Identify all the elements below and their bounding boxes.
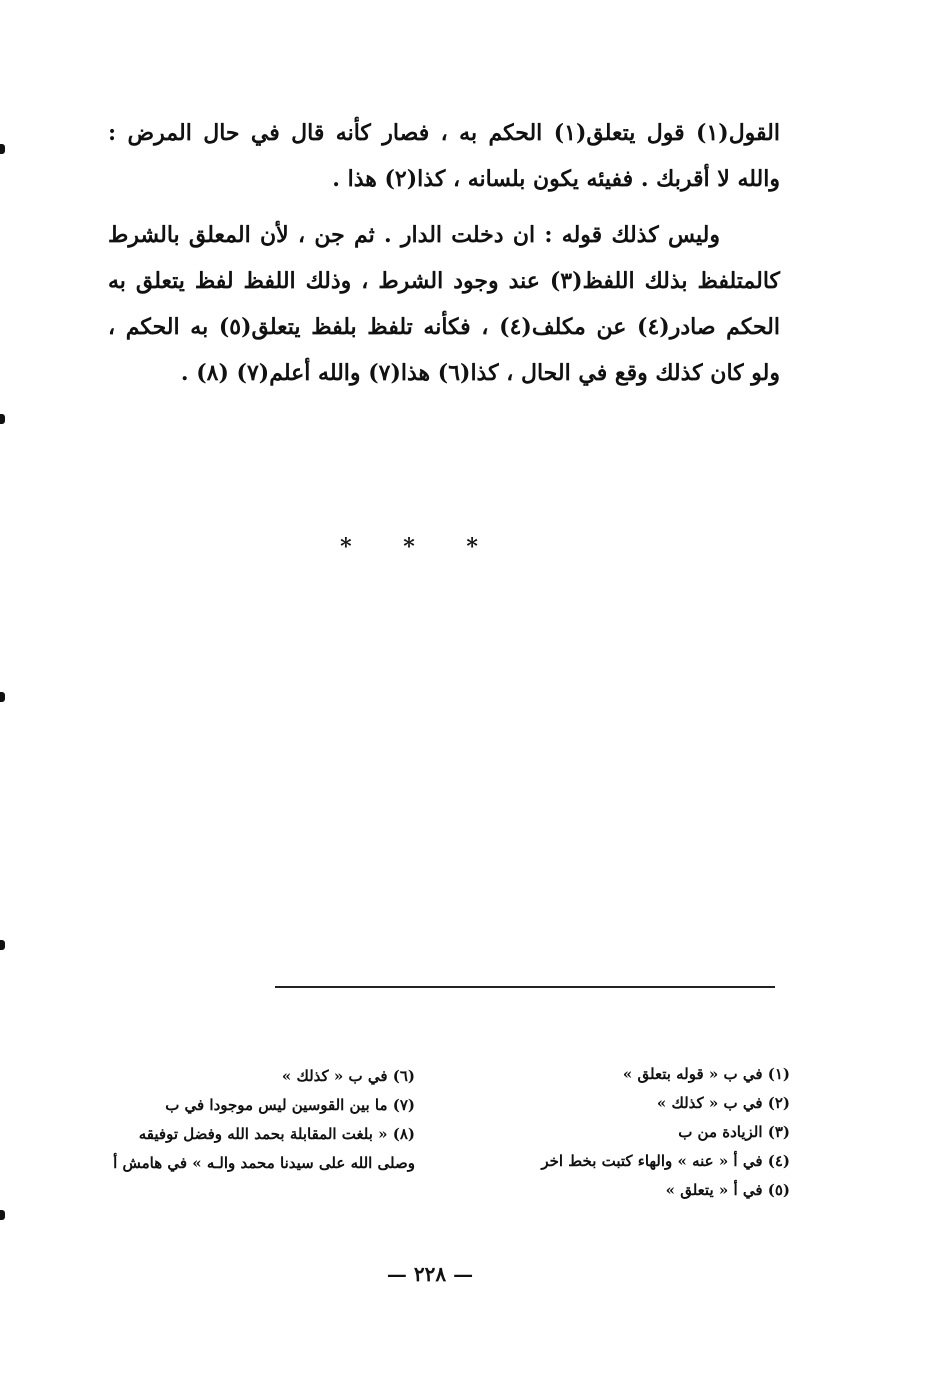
footnotes-right-column <box>480 1060 790 1205</box>
footnote-6: (٦) في ب « كذلك » <box>281 1067 415 1085</box>
margin-mark <box>0 144 5 154</box>
footnote-rule <box>275 986 775 988</box>
margin-mark <box>0 414 5 424</box>
margin-mark <box>0 940 5 950</box>
footnotes-left-column <box>110 1062 415 1178</box>
main-body-text <box>108 110 780 396</box>
footnote-7: (٧) ما بين القوسين ليس موجودا في ب <box>165 1096 415 1114</box>
footnote-3: (٣) الزيادة من ب <box>678 1123 790 1141</box>
section-separator: * * * <box>340 534 500 560</box>
footnote-4: (٤) في أ « عنه » والهاء كتبت بخط اخر <box>541 1152 790 1170</box>
margin-mark <box>0 1210 5 1220</box>
footnote-1: (١) في ب « قوله بتعلق » <box>622 1065 790 1083</box>
footnote-2: (٢) في ب « كذلك » <box>656 1094 790 1112</box>
margin-mark <box>0 692 5 702</box>
footnote-5: (٥) في أ « يتعلق » <box>665 1181 790 1199</box>
paragraph-2: وليس كذلك قوله : ان دخلت الدار . ثم جن ، لأن المعلق بالشرط كالمتلفظ بذلك اللفظ(٣) عند وجود الشرط ، وذلك اللفظ لفظ يتعلق به الحكم صادر(٤) عن مكلف(٤) ، فكأنه تلفظ بلفظ يتعلق(٥) به الحكم ، ولو كان كذلك وقع في الحال ، كذا(٦) هذا(٧) والله أعلم(٧) (٨) . <box>108 222 780 386</box>
paragraph-1: القول(١) قول يتعلق(١) الحكم به ، فصار كأنه قال في حال المرض : والله لا أقربك . ففيئه يكون بلسانه ، كذا(٢) هذا . <box>108 120 780 192</box>
page-number: — ٢٢٨ — <box>386 1262 474 1286</box>
footnote-8: (٨) « بلغت المقابلة بحمد الله وفضل توفيقه وصلى الله على سيدنا محمد والـه » في هامش أ <box>113 1125 415 1172</box>
